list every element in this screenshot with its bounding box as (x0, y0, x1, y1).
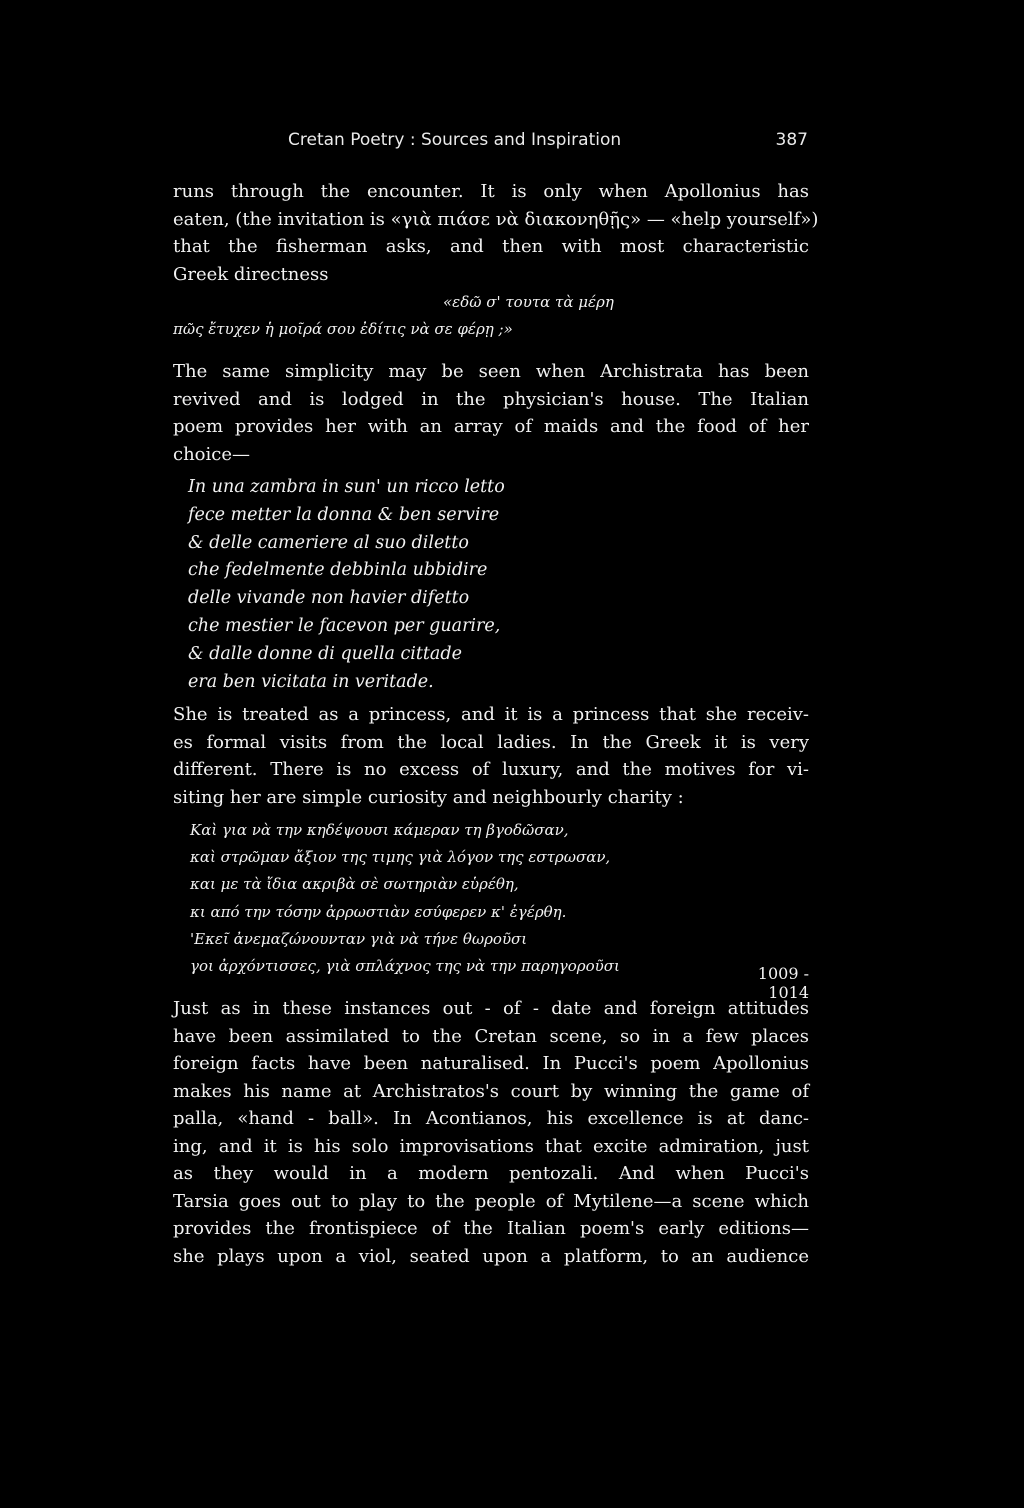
paragraph-princess (173, 701, 809, 811)
text-line: provides the frontispiece of the Italian poem's early editions— (173, 1218, 809, 1239)
text-line: makes his name at Archistratos's court by winning the game of (173, 1080, 809, 1102)
verse-line: «εδῶ σ' τουτα τὰ μέρη (443, 293, 614, 311)
verse-line: & dalle donne di quella cittade (188, 643, 462, 664)
text-line: siting her are simple curiosity and neighbourly charity : (173, 786, 684, 808)
text-line: Greek directness (173, 263, 329, 285)
line-reference: 1009 - 1014 (757, 964, 809, 1002)
text-line: runs through the encounter. It is only when Apollonius has (173, 181, 809, 202)
verse-line: delle vivande non havier difetto (188, 588, 470, 609)
verse-line: καὶ στρῶμαν ἄξιον της τιμης γιὰ λόγον της εστρωσαν, (190, 848, 611, 867)
verse-line: πῶς ἔτυχεν ἡ μοῖρά σου ἐδίτις νὰ σε φέρῃ ;» (173, 320, 513, 339)
text-line: palla, «hand - ball». In Acontianos, his excellence is at danc- (173, 1108, 809, 1129)
text-line: Just as in these instances out - of - date and foreign attitudes (173, 998, 809, 1019)
text-line: She is treated as a princess, and it is a princess that she receiv- (173, 704, 809, 725)
text-line: that the fisherman asks, and then with most characteristic (173, 236, 809, 257)
text-line: The same simplicity may be seen when Archistrata has been (173, 361, 809, 382)
paragraph-encounter (173, 178, 819, 288)
text-line: revived and is lodged in the physician's house. The Italian (173, 388, 809, 410)
page-number: 387 (775, 130, 808, 150)
verse-line: γοι ἀρχόντισσες, γιὰ σπλάχνος της νὰ την παρηγοροῦσι (190, 957, 620, 976)
text-line: es formal visits from the local ladies. In the Greek it is very (173, 731, 809, 753)
greek-verse-quote (190, 817, 810, 980)
running-title: Cretan Poetry : Sources and Inspiration (288, 130, 622, 150)
text-line: choice— (173, 443, 251, 465)
text-line: have been assimilated to the Cretan scene, so in a few places (173, 1025, 809, 1047)
verse-line: era ben vicitata in veritade. (188, 671, 434, 692)
verse-line: κι από την τόσην ἀρρωστιὰν εσύφερεν κ' ἐγέρθη. (190, 902, 567, 921)
paragraph-archistrata (173, 358, 809, 468)
verse-line: & delle cameriere al suo diletto (188, 532, 469, 553)
verse-line: Καὶ για νὰ την κηδέψουσι κάμεραν τη βγοδῶσαν, (190, 821, 569, 839)
text-line: poem provides her with an array of maids and the food of her (173, 416, 809, 437)
verse-line: fece metter la donna & ben servire (188, 504, 500, 525)
verse-line: che fedelmente debbinla ubbidire (188, 560, 488, 581)
verse-line: In una zambra in sun' un ricco letto (188, 477, 505, 497)
text-line: foreign facts have been naturalised. In Pucci's poem Apollonius (173, 1053, 809, 1074)
verse-line: 'Εκεῖ ἀνεμαζώνουνταν γιὰ νὰ τήνε θωροῦσι (190, 929, 528, 948)
text-line: different. There is no excess of luxury, and the motives for vi- (173, 759, 809, 780)
text-line: ing, and it is his solo improvisations that excite admiration, just (173, 1135, 809, 1157)
text-line: she plays upon a viol, seated upon a platform, to an audience (173, 1245, 809, 1267)
paragraph-foreign-facts (173, 995, 809, 1270)
text-line: as they would in a modern pentozali. And when Pucci's (173, 1163, 809, 1184)
verse-line: che mestier le facevon per guarire, (188, 615, 501, 636)
text-line: eaten, (the invitation is «γιὰ πιάσε νὰ διακονηθῇς» — «help yourself») (173, 208, 819, 230)
text-line: Tarsia goes out to play to the people of Mytilene—a scene which (173, 1190, 809, 1212)
verse-line: και με τὰ ἴδια ακριβὰ σὲ σωτηριὰν εὑρέθη, (190, 875, 519, 894)
greek-quote-fisherman (173, 289, 809, 343)
italian-verse-quote (188, 474, 788, 696)
